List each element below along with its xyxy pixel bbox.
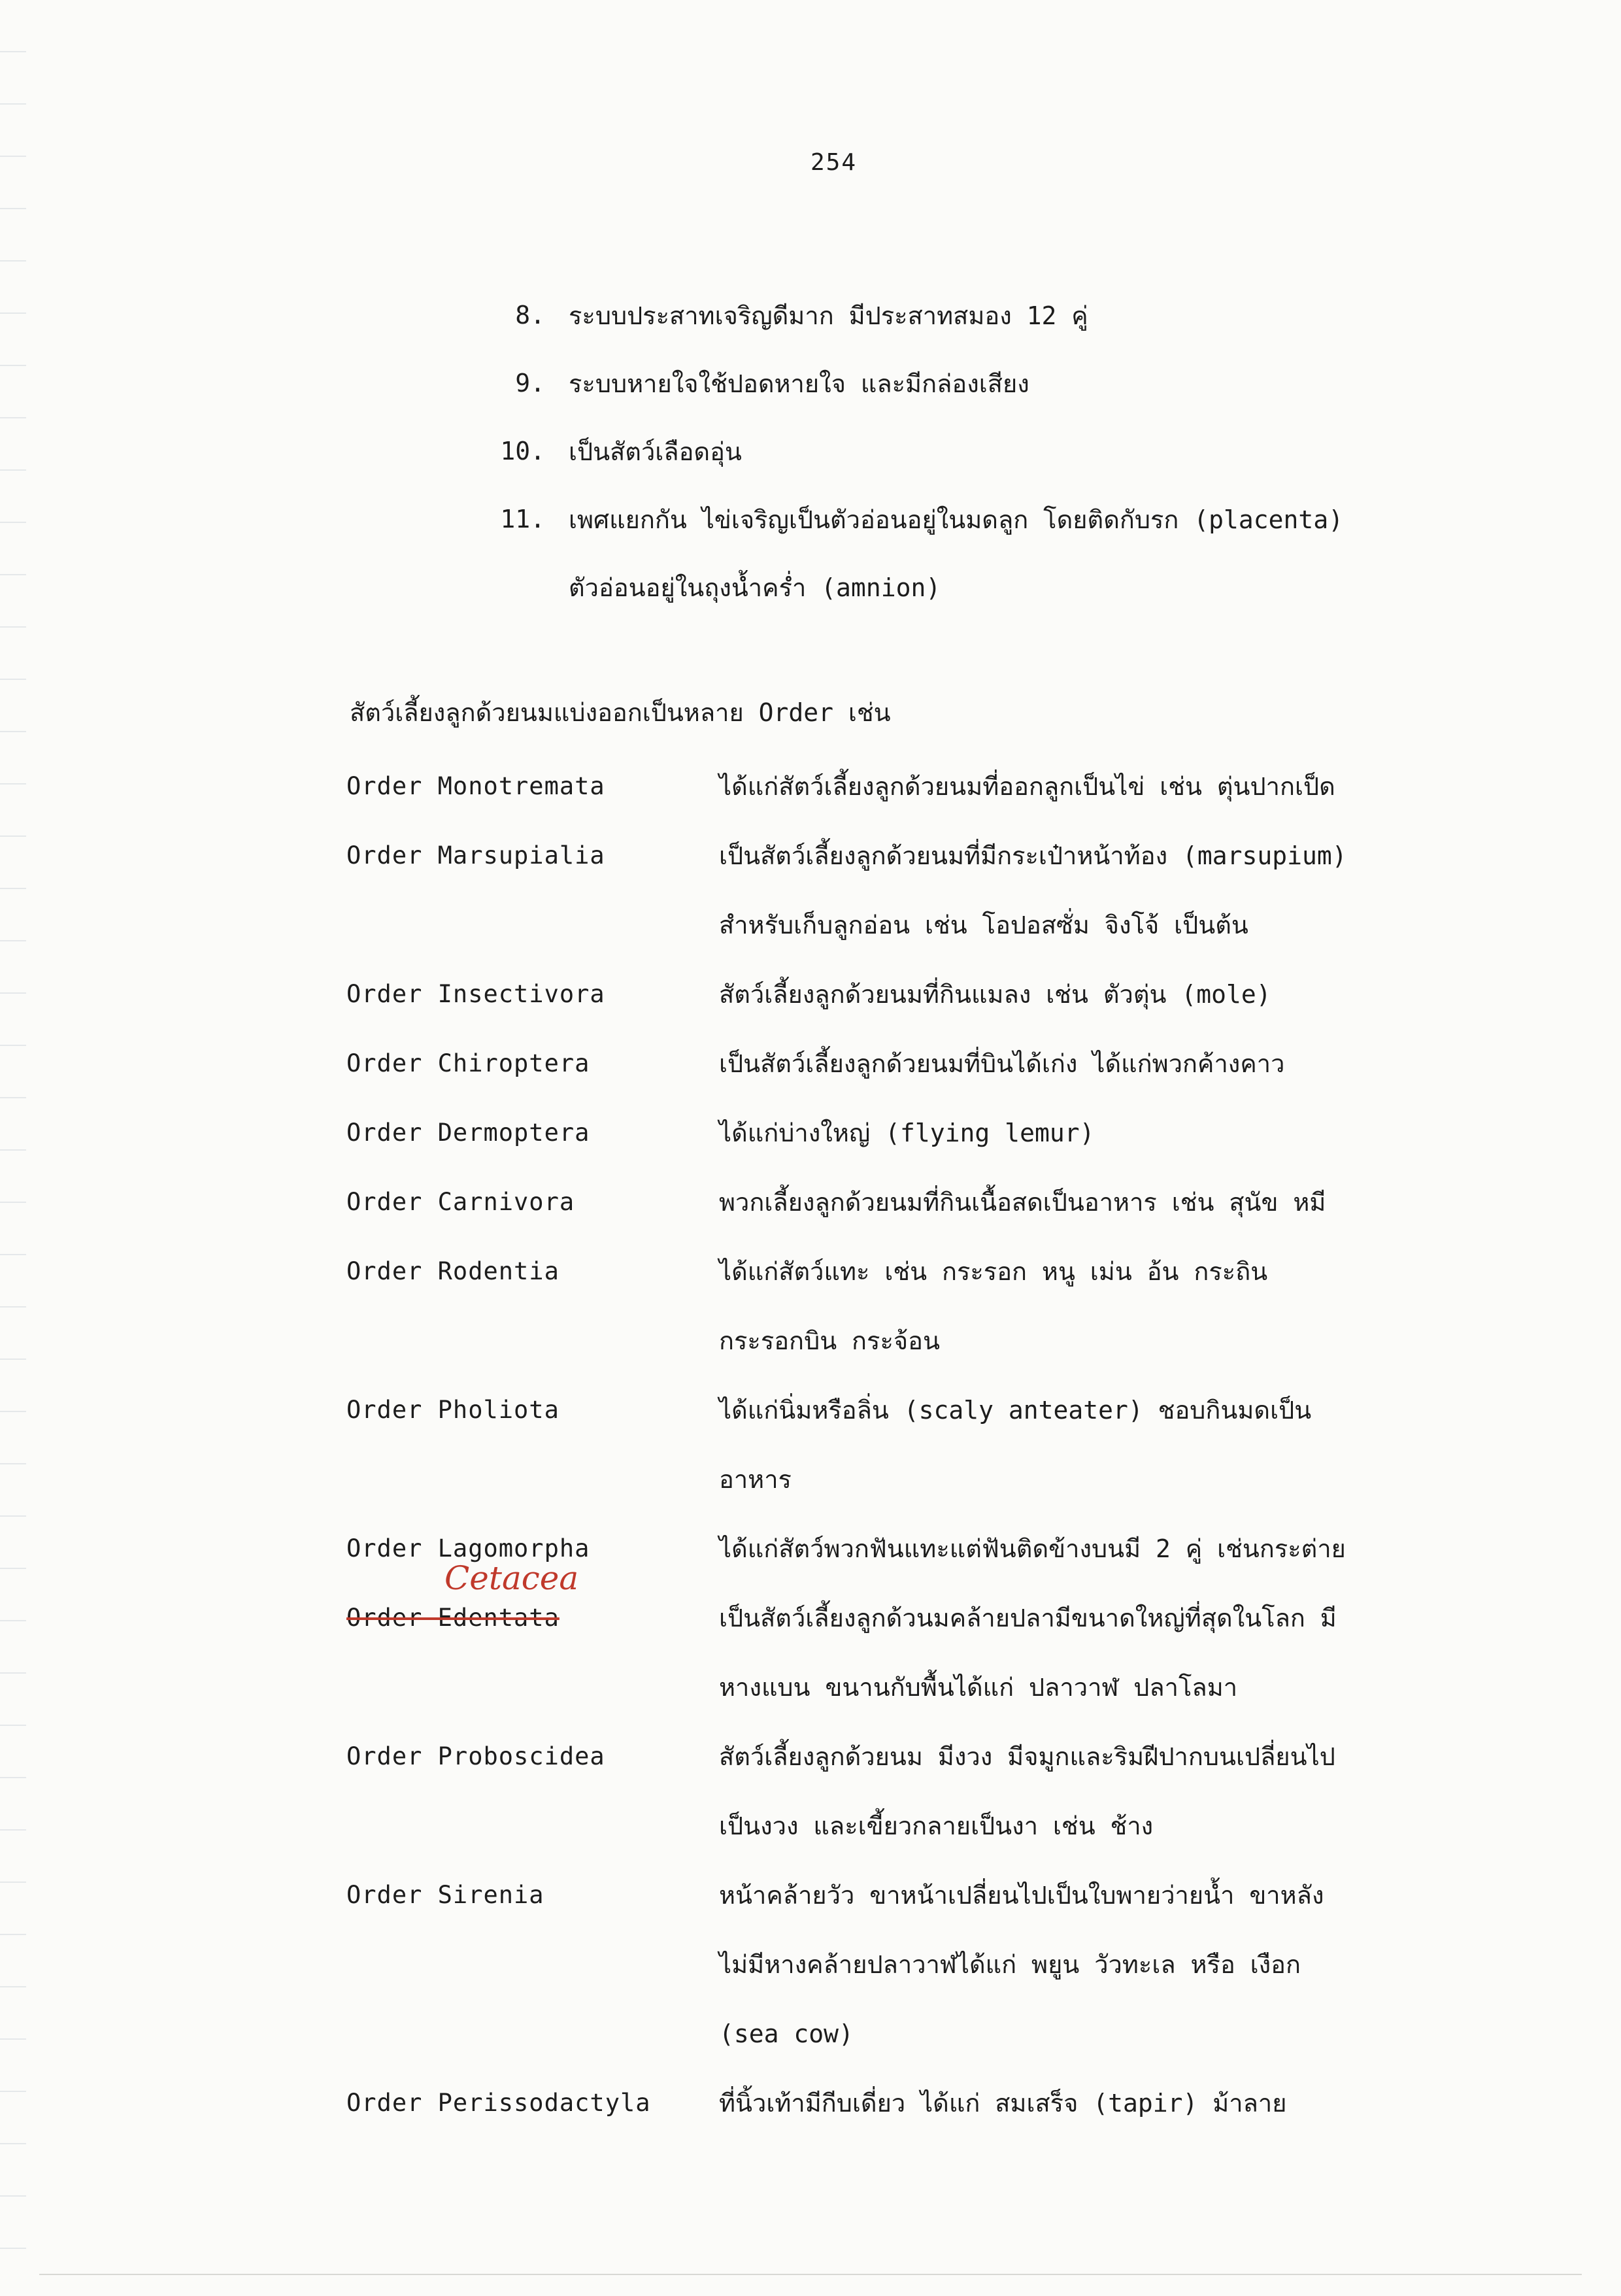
order-description [719, 1514, 1458, 1583]
order-name: Order Monotremata [346, 772, 605, 800]
order-row [346, 2068, 1458, 2138]
order-description [719, 1098, 1458, 1168]
order-description [719, 752, 1458, 821]
item-number: 9. [515, 369, 545, 397]
description-line: เป็นสัตว์เลี้ยงลูกด้วยนมที่มีกระเป๋าหน้าท้อง (marsupium) [719, 841, 1347, 870]
order-row [346, 821, 1458, 960]
order-row [346, 752, 1458, 821]
order-name: Order Marsupialia [346, 841, 605, 869]
description-line: เป็นสัตว์เลี้ยงลูกด้วยนมที่บินได้เก่ง ได้แก่พวกค้างคาว [719, 1049, 1285, 1078]
order-name: Order Perissodactyla [346, 2089, 651, 2117]
order-name: Order Proboscidea [346, 1742, 605, 1770]
item-number: 8. [515, 301, 545, 329]
list-item [484, 281, 1464, 349]
item-text: เพศแยกกัน ไข่เจริญเป็นตัวอ่อนอยู่ในมดลูก โดยติดกับรก (placenta) [569, 505, 1344, 534]
order-name: Order Sirenia [346, 1881, 544, 1909]
list-item [484, 349, 1464, 417]
order-description [719, 1237, 1458, 1376]
order-description [719, 821, 1458, 960]
description-line: สัตว์เลี้ยงลูกด้วยนม มีงวง มีจมูกและริมฝีปากบนเปลี่ยนไป [719, 1742, 1335, 1771]
order-name: Order Insectivora [346, 980, 605, 1008]
order-name-corrected [346, 1559, 719, 1653]
description-line: (sea cow) [719, 2019, 854, 2048]
order-name: Order Pholiota [346, 1396, 560, 1424]
description-line: สัตว์เลี้ยงลูกด้วยนมที่กินแมลง เช่น ตัวตุ่น (mole) [719, 980, 1271, 1009]
struck-order-name: Order Edentata [346, 1604, 560, 1632]
order-name: Order Dermoptera [346, 1119, 590, 1147]
order-row [346, 1861, 1458, 2068]
description-line: กระรอกบิน กระจ้อน [719, 1326, 940, 1355]
order-description [719, 1168, 1458, 1237]
description-line: สำหรับเก็บลูกอ่อน เช่น โอปอสซั่ม จิงโจ้ เป็นต้น [719, 911, 1248, 939]
description-line: ได้แก่นิ่มหรือลิ่น (scaly anteater) ชอบกินมดเป็น [719, 1396, 1312, 1425]
section-intro: สัตว์เลี้ยงลูกด้วยนมแบ่งออกเป็นหลาย Order เช่น [350, 698, 891, 727]
description-line: หน้าคล้ายวัว ขาหน้าเปลี่ยนไปเป็นใบพายว่ายน้ำ ขาหลัง [719, 1881, 1324, 1910]
list-item [484, 485, 1464, 553]
item-text: ระบบประสาทเจริญดีมาก มีประสาทสมอง 12 คู่ [569, 301, 1088, 330]
description-line: ไม่มีหางคล้ายปลาวาฬได้แก่ พยูน วัวทะเล หรือ เงือก [719, 1950, 1301, 1979]
order-row [346, 1029, 1458, 1098]
description-line: หางแบน ขนานกับพื้นได้แก่ ปลาวาฬ ปลาโลมา [719, 1673, 1238, 1702]
order-row [346, 960, 1458, 1029]
order-description [719, 1583, 1458, 1722]
item-text: เป็นสัตว์เลือดอุ่น [569, 437, 742, 466]
item-text: ตัวอ่อนอยู่ในถุงน้ำคร่ำ (amnion) [569, 573, 941, 602]
page-number: 254 [811, 149, 858, 176]
description-line: อาหาร [719, 1465, 792, 1494]
order-name: Order Chiroptera [346, 1049, 590, 1077]
handwritten-correction: Cetacea [444, 1559, 579, 1597]
order-row [346, 1722, 1458, 1861]
order-name: Order Rodentia [346, 1257, 560, 1285]
orders-table [346, 752, 1458, 2138]
order-description [719, 960, 1458, 1029]
binder-margin [0, 0, 26, 2296]
numbered-list [484, 281, 1464, 621]
description-line: ที่นิ้วเท้ามีกีบเดี่ยว ได้แก่ สมเสร็จ (tapir) ม้าลาย [719, 2089, 1287, 2118]
description-line: ได้แก่สัตว์แทะ เช่น กระรอก หนู เม่น อ้น กระถิน [719, 1257, 1268, 1286]
order-description [719, 1722, 1458, 1861]
description-line: พวกเลี้ยงลูกด้วยนมที่กินเนื้อสดเป็นอาหาร เช่น สุนัข หมี [719, 1188, 1326, 1217]
list-item [484, 417, 1464, 485]
order-row [346, 1376, 1458, 1514]
description-line: ได้แก่บ่างใหญ่ (flying lemur) [719, 1119, 1095, 1147]
order-row [346, 1098, 1458, 1168]
order-name: Order Carnivora [346, 1188, 575, 1216]
order-description [719, 1376, 1458, 1514]
item-text: ระบบหายใจใช้ปอดหายใจ และมีกล่องเสียง [569, 369, 1029, 398]
description-line: เป็นงวง และเขี้ยวกลายเป็นงา เช่น ช้าง [719, 1812, 1154, 1840]
order-row [346, 1559, 1458, 1722]
item-number: 10. [500, 437, 545, 465]
description-line: ได้แก่สัตว์พวกฟันแทะแต่ฟันติดข้างบนมี 2 คู่ เช่นกระต่าย [719, 1534, 1346, 1563]
description-line: เป็นสัตว์เลี้ยงลูกด้วนมคล้ายปลามีขนาดใหญ่ที่สุดในโลก มี [719, 1604, 1337, 1632]
order-description [719, 1861, 1458, 2068]
page-bottom-edge [39, 2274, 1582, 2275]
order-description [719, 2068, 1458, 2138]
description-line: ได้แก่สัตว์เลี้ยงลูกด้วยนมที่ออกลูกเป็นไข่ เช่น ตุ่นปากเป็ด [719, 772, 1335, 801]
order-row [346, 1168, 1458, 1237]
order-description [719, 1029, 1458, 1098]
list-item-continuation [484, 553, 1464, 621]
order-row [346, 1237, 1458, 1376]
item-number: 11. [500, 505, 545, 533]
order-name: Order Lagomorpha [346, 1534, 590, 1562]
